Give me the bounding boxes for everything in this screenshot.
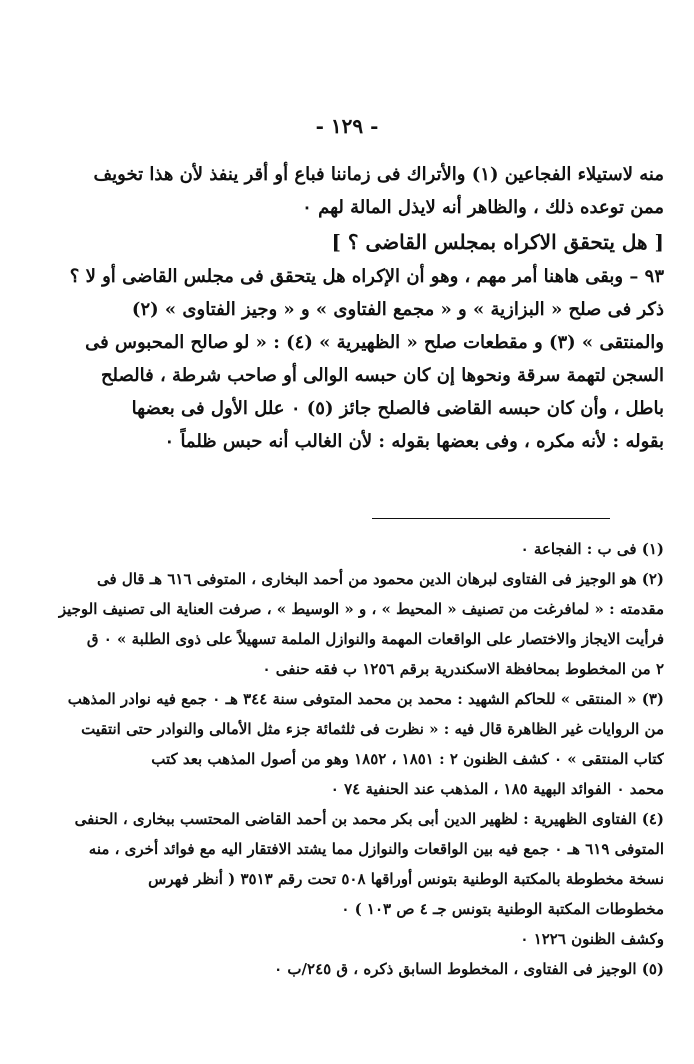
footnote-divider	[372, 518, 610, 519]
footnote-line: (٤) الفتاوى الظهيرية : لظهير الدين أبى بكر محمد بن أحمد القاضى المحتسب ببخارى ، الحنفى	[74, 810, 664, 828]
footnote-line: وكشف الظنون ١٢٢٦ ٠	[520, 930, 664, 948]
footnote-line: محمد ٠ الفوائد البهية ١٨٥ ، المذهب عند الحنفية ٧٤ ٠	[330, 780, 664, 798]
footnote-2	[36, 564, 664, 684]
intro-line: منه لاستيلاء الفجاعين (١) والأتراك فى زماننا فباع أو أقر ينفذ لأن هذا تخويف	[93, 164, 664, 185]
footnote-1	[36, 534, 664, 564]
footnote-line: مخطوطات المكتبة الوطنية بتونس جـ ٤ ص ١٠٣ ) ٠	[341, 900, 664, 918]
footnote-line: المتوفى ٦١٩ هـ ٠ جمع فيه بين الواقعات والنوازل مما يشتد الافتقار اليه مع فوائد أخرى ، منه	[88, 840, 664, 858]
footnote-line: (٥) الوجيز فى الفتاوى ، المخطوط السابق ذكره ، ق ٢٤٥/ب ٠	[274, 960, 664, 978]
footnotes	[36, 534, 664, 984]
section-heading: [ هل يتحقق الاكراه بمجلس القاضى ؟ ]	[331, 230, 664, 254]
paragraph-line: السجن لتهمة سرقة ونحوها إن كان حبسه الوالى أو صاحب شرطة ، فالصلح	[100, 365, 664, 386]
footnote-line: كتاب المنتقى » ٠ كشف الظنون ٢ : ١٨٥١ ، ١٨٥٢ وهو من أصول المذهب بعد كتب	[151, 750, 664, 768]
footnote-line: (٢) هو الوجيز فى الفتاوى لبرهان الدين محمود من أحمد البخارى ، المتوفى ٦١٦ هـ قال فى	[97, 570, 664, 588]
main-text	[36, 158, 664, 458]
footnote-line: نسخة مخطوطة بالمكتبة الوطنية بتونس أوراقها ٥٠٨ تحت رقم ٣٥١٣ ( أنظر فهرس	[148, 870, 664, 888]
paragraph-line: باطل ، وأن كان حبسه القاضى فالصلح جائز (٥) ٠ علل الأول فى بعضها	[131, 398, 664, 419]
paragraph-line: بقوله : لأنه مكره ، وفى بعضها بقوله : لأن الغالب أنه حبس ظلماً ٠	[164, 431, 664, 452]
footnote-line: من الروايات غير الظاهرة قال فيه : « نظرت فى ثلثمائة جزء مثل الأمالى والنوادر حتى انتقيت	[81, 720, 664, 738]
footnote-line: (٣) « المنتقى » للحاكم الشهيد : محمد بن محمد المتوفى سنة ٣٤٤ هـ ٠ جمع فيه نوادر المذهب	[67, 690, 664, 708]
intro-line: ممن توعده ذلك ، والظاهر أنه لايذل المالة لهم ٠	[302, 197, 664, 218]
paragraph-line: ذكر فى صلح « البزازية » و « مجمع الفتاوى » و « وجيز الفتاوى » (٢)	[131, 299, 664, 320]
page-number: - ١٢٩ -	[315, 114, 379, 138]
footnote-3	[36, 684, 664, 804]
paragraph-line: والمنتقى » (٣) و مقطعات صلح « الظهيرية » (٤) : « لو صالح المحبوس فى	[85, 332, 664, 353]
footnote-line: فرأيت الايجاز والاختصار على الواقعات المهمة والنوازل الملمة تسهيلاً على ذوى الطلبة » ٠ ق	[86, 630, 664, 648]
footnote-5	[36, 954, 664, 984]
footnote-line: ٢ من المخطوط بمحافظة الاسكندرية برقم ١٢٥٦ ب فقه حنفى ٠	[262, 660, 664, 678]
footnote-4	[36, 804, 664, 954]
paragraph-line: ٩٣ – وبقى هاهنا أمر مهم ، وهو أن الإكراه هل يتحقق فى مجلس القاضى أو لا ؟	[69, 266, 664, 287]
footnote-line: مقدمته : « لمافرغت من تصنيف « المحيط » ، و « الوسيط » ، صرفت العناية الى تصنيف الوجيز	[58, 600, 664, 618]
footnote-line: (١) فى ب : الفجاعة ٠	[520, 540, 664, 558]
